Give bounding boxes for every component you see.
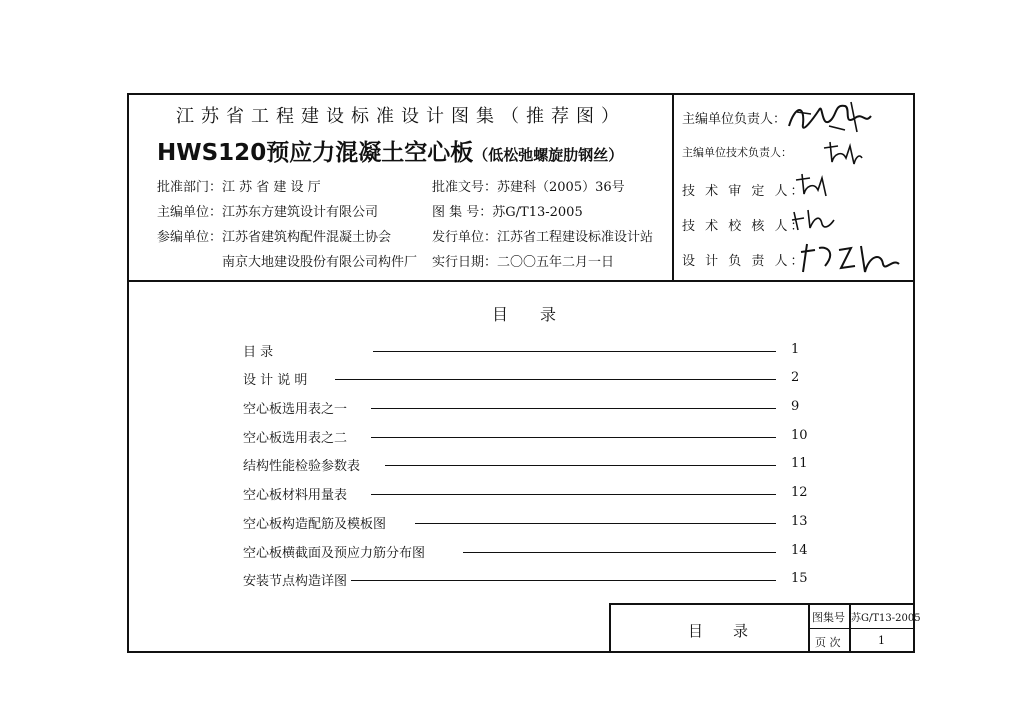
atlas-no-block: 苏G/T13-2005 [851,613,921,624]
tech-check-label: 技 术 校 核 人： [682,219,807,234]
issuer: 江苏省工程建设标准设计站 [497,230,654,245]
toc-entry [243,427,808,447]
toc-entry [243,341,803,361]
chief-unit: 江苏东方建筑设计有限公司 [222,205,379,220]
title-block-mid [808,628,915,629]
toc-entry-label: 设 计 说 明 [243,373,308,388]
main-title [157,134,623,167]
approval-doc-label: 批准文号： [432,180,498,195]
participating-2: 南京大地建设股份有限公司构件厂 [222,255,418,270]
toc-entry-page: 1 [791,342,800,357]
chief-unit-leader-label: 主编单位负责人： [682,112,787,127]
effective-date-label: 实行日期： [432,255,498,270]
toc-leader-line [371,437,776,438]
toc-leader-line [373,351,776,352]
toc-entry-page: 11 [791,456,808,471]
issuer-row [432,226,653,245]
toc-entry-page: 12 [791,485,808,500]
header-divider [127,280,915,282]
approval-dept-row [157,176,321,195]
signature-scribble-1 [785,96,875,140]
atlas-no-row [432,201,583,220]
toc-entry-label: 空心板材料用量表 [243,488,348,503]
atlas-no-label-block: 图集号 [812,611,845,624]
atlas-no: 苏G/T13-2005 [492,205,583,220]
toc-entry-label: 空心板横截面及预应力筋分布图 [243,546,426,561]
effective-date-row [432,251,614,270]
signature-divider [672,93,674,282]
collection-title: 江苏省工程建设标准设计图集（推荐图） [176,106,626,127]
toc-entry-page: 9 [791,399,800,414]
toc-entry-page: 15 [791,571,808,586]
chief-unit-tech-label: 主编单位技术负责人： [682,146,792,159]
signature-scribble-4 [790,206,836,234]
toc-entry-label: 空心板选用表之二 [243,431,348,446]
toc-entry-label: 结构性能检验参数表 [243,459,361,474]
title-block-left [609,603,611,653]
tech-review-label: 技 术 审 定 人： [682,184,807,199]
toc-entry-page: 14 [791,543,808,558]
toc-leader-line [335,379,776,380]
issuer-label: 发行单位： [432,230,498,245]
toc-entry [243,455,808,475]
toc-leader-line [371,494,776,495]
approval-dept: 江 苏 省 建 设 厅 [222,180,321,195]
toc-leader-line [415,523,776,524]
toc-entry [243,513,808,533]
participating-1: 江苏省建筑构配件混凝土协会 [222,230,392,245]
toc-entry [243,484,808,504]
toc-entry-label: 安装节点构造详图 [243,574,348,589]
title-block-top [609,603,915,605]
toc-leader-line [385,465,776,466]
toc-leader-line [463,552,776,553]
main-title-text: HWS120预应力混凝土空心板 [157,140,474,166]
toc-leader-line [371,408,776,409]
toc-entry [243,542,808,562]
atlas-no-label: 图 集 号： [432,205,493,220]
toc-entry-page: 13 [791,514,808,529]
toc-leader-line [351,580,776,581]
page-label-block: 页 次 [815,636,841,649]
design-lead-label: 设 计 负 责 人： [682,254,807,269]
toc-entry-page: 10 [791,428,808,443]
toc-entry [243,398,803,418]
toc-entry-label: 空心板构造配筋及模板图 [243,517,387,532]
approval-doc: 苏建科（2005）36号 [497,180,625,195]
toc-entry-label: 目 录 [243,345,274,360]
chief-unit-row [157,201,378,220]
approval-doc-row [432,176,625,195]
approval-dept-label: 批准部门： [157,180,223,195]
toc-entry [243,369,803,389]
chief-unit-label: 主编单位： [157,205,223,220]
signature-scribble-5 [795,238,905,278]
effective-date: 二〇〇五年二月一日 [497,255,615,270]
signature-scribble-3 [792,172,832,200]
toc-entry-label: 空心板选用表之一 [243,402,348,417]
signature-scribble-2 [820,140,864,168]
toc-entry-page: 2 [791,370,800,385]
main-subtitle: （低松弛螺旋肋钢丝） [473,146,624,164]
page-number-block: 1 [878,634,885,647]
sheet-name: 目录 [688,622,779,640]
participating-row [157,226,391,245]
participating-label: 参编单位： [157,230,223,245]
toc-title: 目 录 [492,305,557,324]
toc-entry [243,570,808,590]
